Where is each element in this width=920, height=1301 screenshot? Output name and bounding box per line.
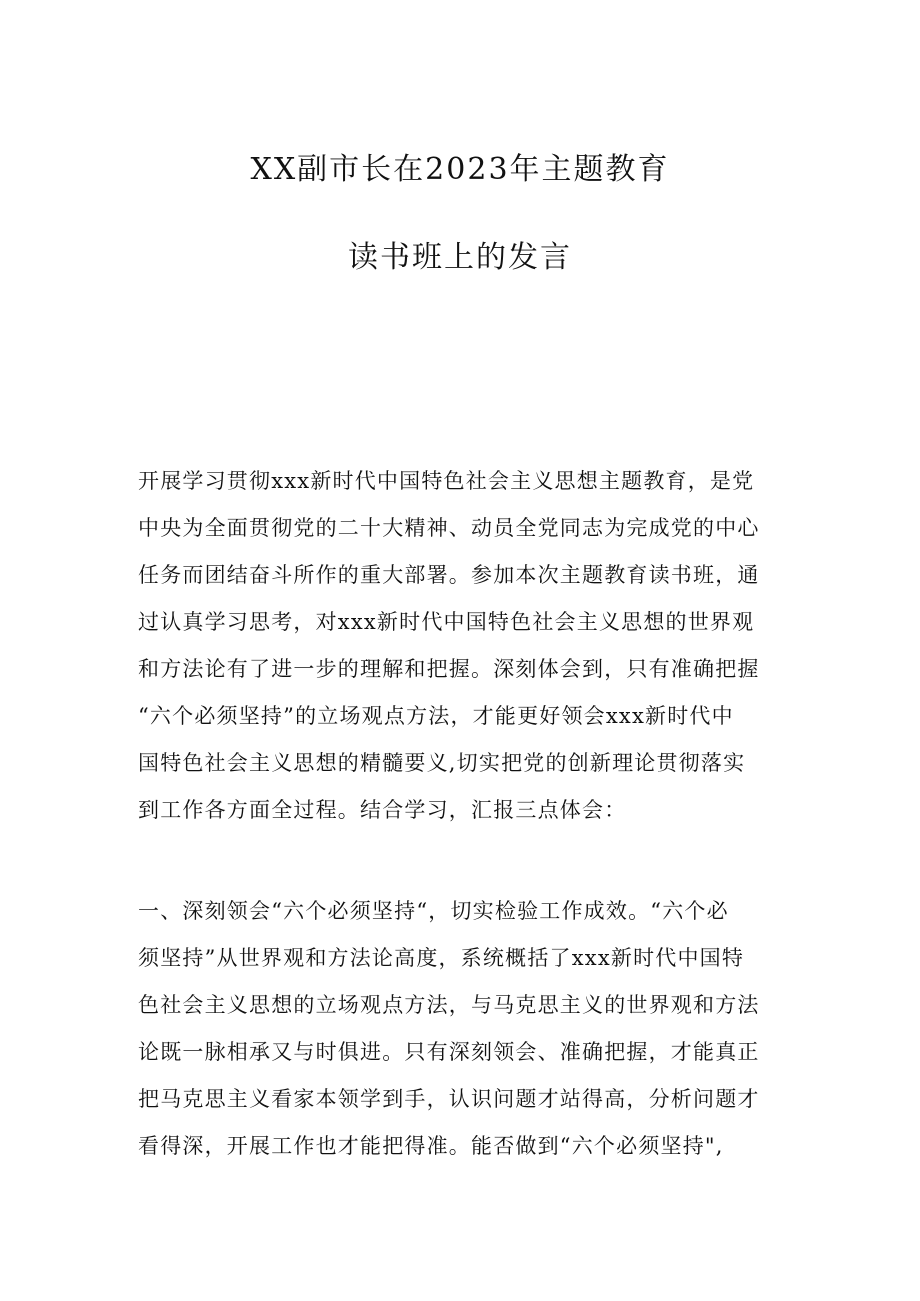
document-title-line-1: XX副市长在2023年主题教育 (250, 152, 670, 187)
paragraph-line: 须坚持”从世界观和方法论高度，系统概括了xxx新时代中国特 (138, 946, 745, 970)
paragraph-line: 中央为全面贯彻党的二十大精神、动员全党同志为完成党的中心 (138, 516, 760, 540)
paragraph-line: “六个必须坚持”的立场观点方法，才能更好领会xxx新时代中 (138, 704, 734, 728)
paragraph-line: 论既一脉相承又与时俱进。只有深刻领会、准确把握，才能真正 (138, 1040, 760, 1064)
document-title-line-2: 读书班上的发言 (348, 240, 572, 275)
paragraph-line: 一、深刻领会“六个必须坚持“，切实检验工作成效。“六个必 (138, 899, 729, 923)
paragraph-line: 和方法论有了进一步的理解和把握。深刻体会到，只有准确把握 (138, 657, 760, 681)
paragraph-line: 看得深，开展工作也才能把得准。能否做到“六个必须坚持", (138, 1134, 724, 1158)
paragraph-point-one (138, 888, 788, 1170)
paragraph-line: 过认真学习思考，对xxx新时代中国特色社会主义思想的世界观 (138, 610, 755, 634)
paragraph-line: 色社会主义思想的立场观点方法，与马克思主义的世界观和方法 (138, 993, 760, 1017)
paragraph-line: 任务而团结奋斗所作的重大部署。参加本次主题教育读书班，通 (138, 563, 760, 587)
paragraph-line: 开展学习贯彻xxx新时代中国特色社会主义思想主题教育，是党 (138, 469, 755, 493)
paragraph-line: 国特色社会主义思想的精髓要义,切实把党的创新理论贯彻落实 (138, 751, 746, 775)
paragraph-intro (138, 458, 788, 834)
paragraph-line: 把马克思主义看家本领学到手，认识问题才站得高，分析问题才 (138, 1087, 760, 1111)
paragraph-line: 到工作各方面全过程。结合学习，汇报三点体会： (138, 798, 627, 822)
